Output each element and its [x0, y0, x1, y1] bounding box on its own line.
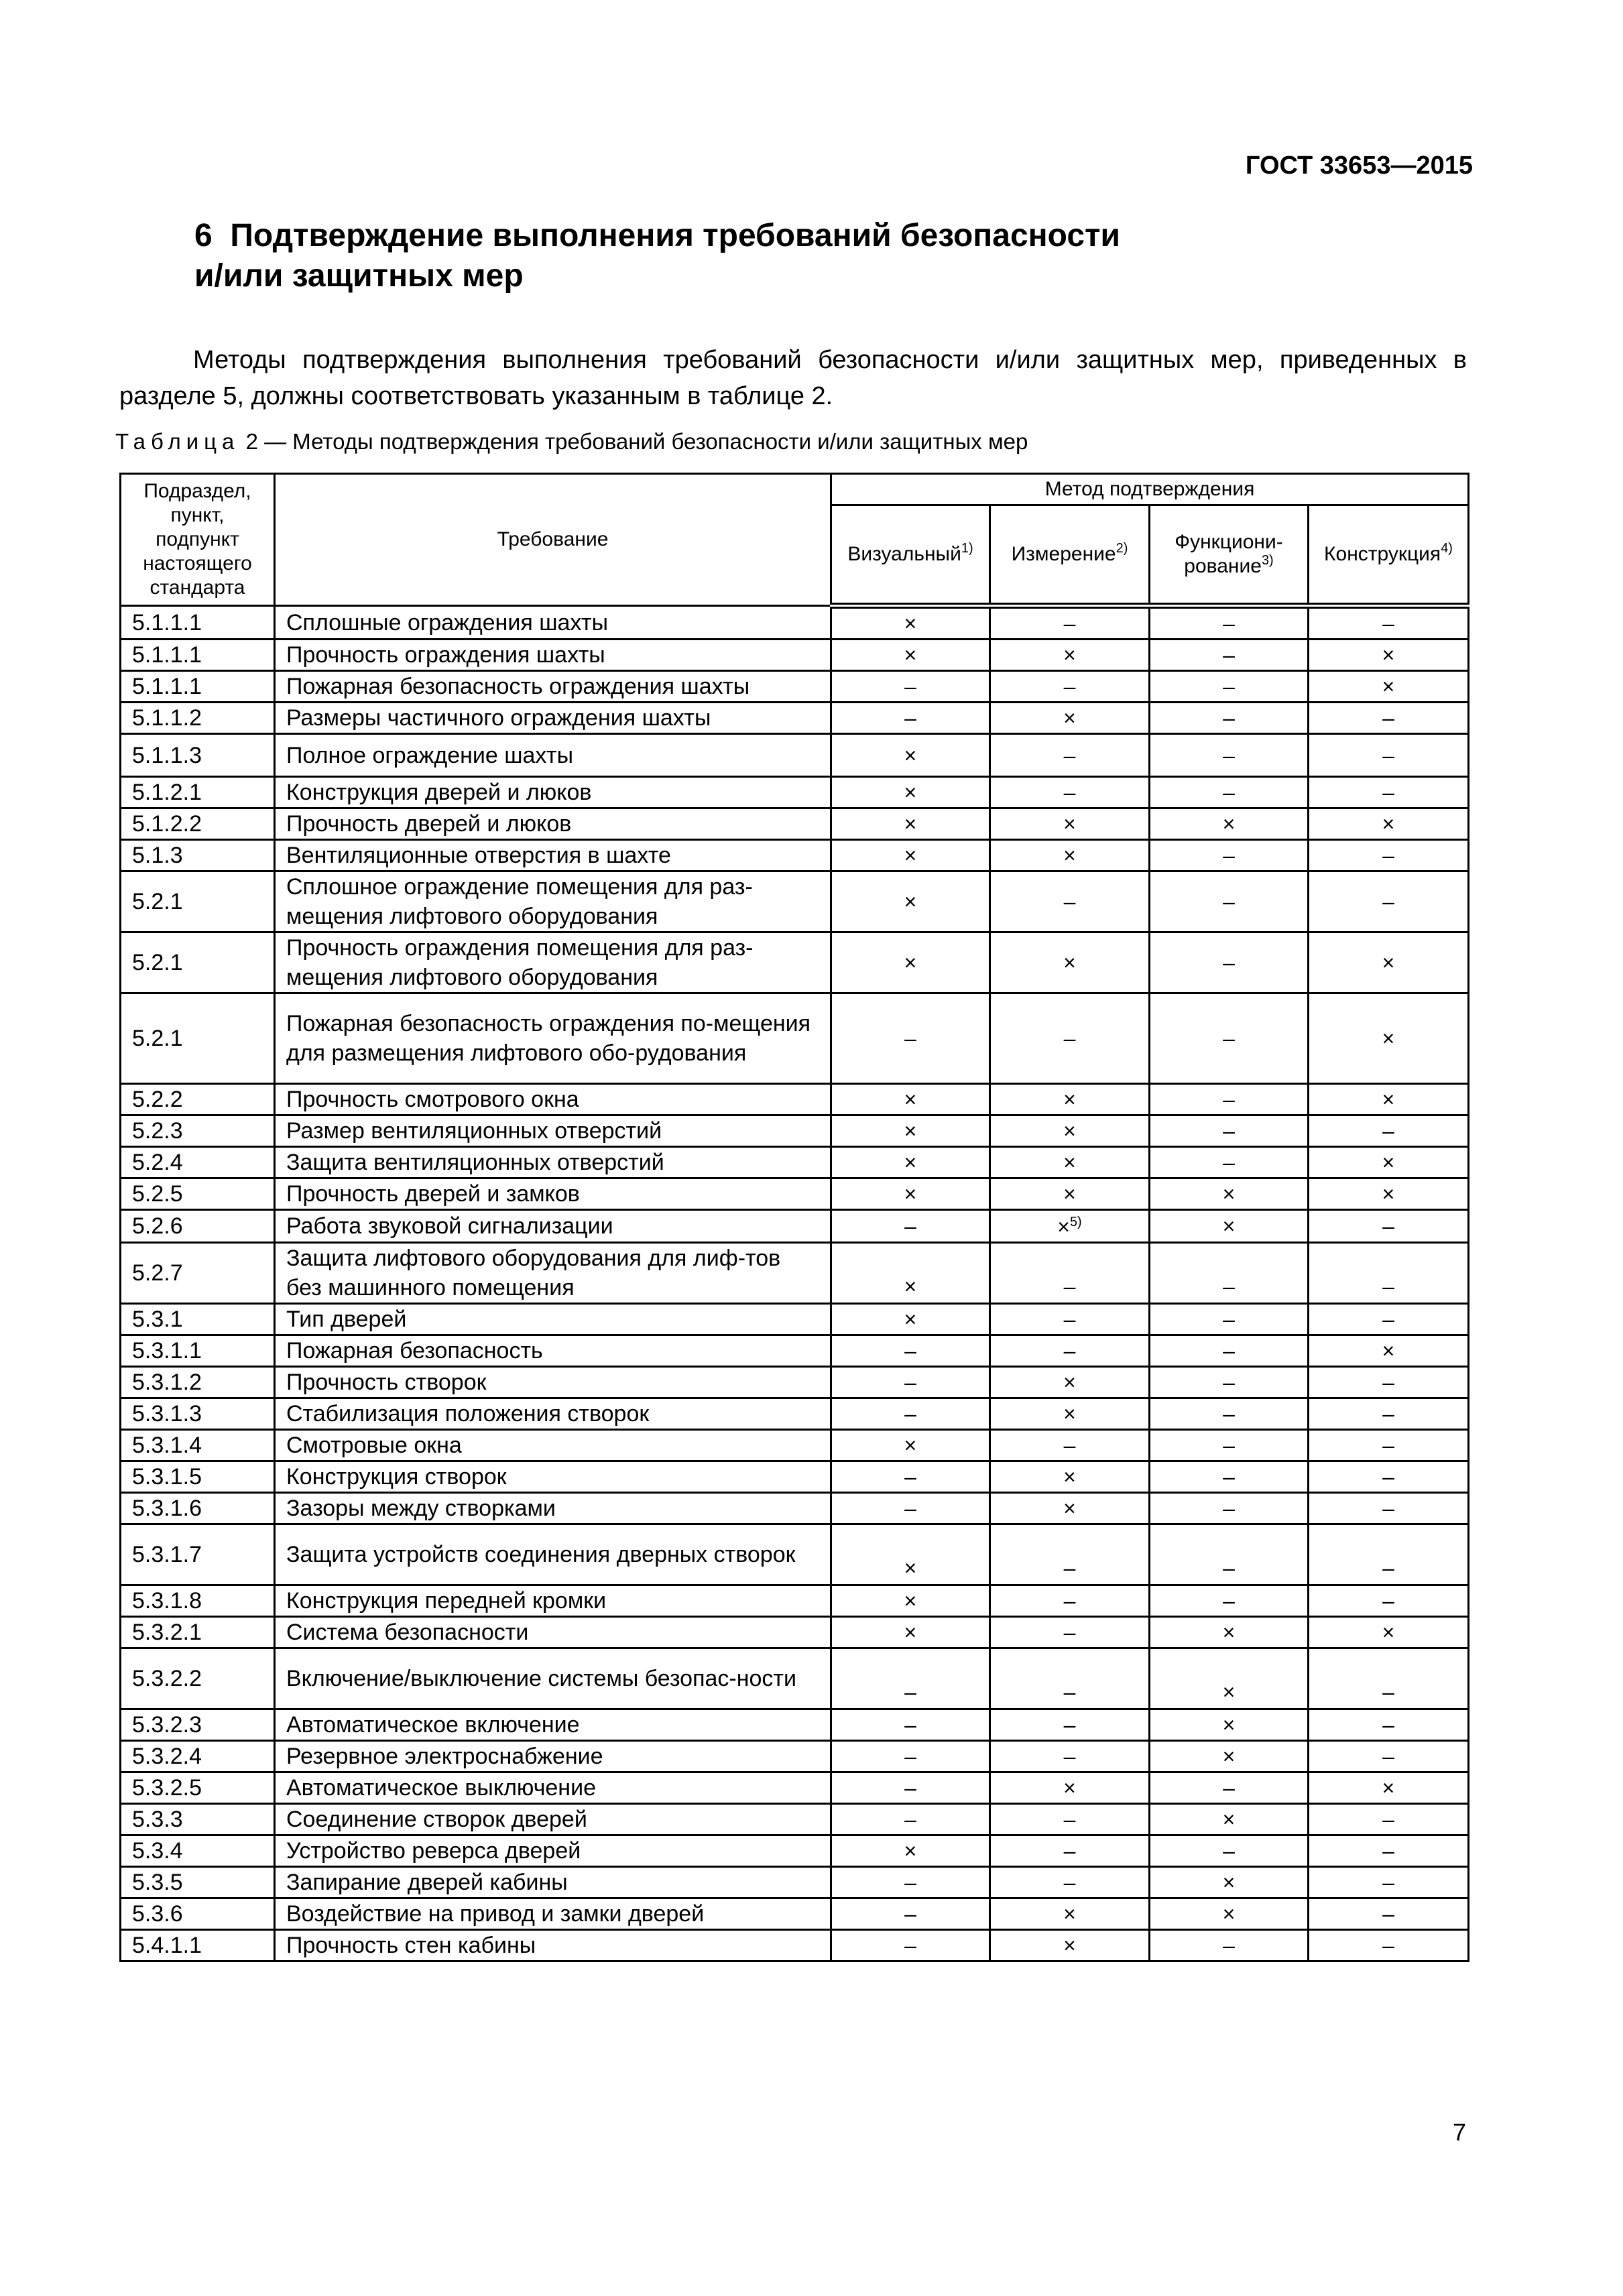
- row-code: 5.3.2.5: [121, 1772, 275, 1804]
- mark-visual: ×: [831, 1084, 990, 1115]
- mark-measure: ×: [990, 1398, 1150, 1430]
- row-requirement: Прочность дверей и замков: [275, 1179, 831, 1210]
- row-requirement: Прочность ограждения помещения для раз-мещения лифтового оборудования: [275, 932, 831, 993]
- row-code: 5.3.1.1: [121, 1335, 275, 1367]
- mark-measure: –: [990, 993, 1150, 1084]
- mark-measure: ×: [990, 1461, 1150, 1493]
- table-row: [121, 993, 1469, 1084]
- row-requirement: Защита устройств соединения дверных створок: [275, 1524, 831, 1585]
- mark-construction: –: [1309, 1930, 1469, 1961]
- mark-construction: –: [1309, 1493, 1469, 1524]
- mark-measure: –: [990, 777, 1150, 808]
- header-code: Подраздел, пункт, подпункт настоящего стандарта: [121, 474, 275, 606]
- mark-measure: –: [990, 1709, 1150, 1741]
- mark-construction: –: [1309, 1835, 1469, 1867]
- row-code: 5.3.2.4: [121, 1741, 275, 1772]
- mark-visual: –: [831, 1804, 990, 1835]
- mark-construction: ×: [1309, 993, 1469, 1084]
- table-row: [121, 1461, 1469, 1493]
- mark-construction: ×: [1309, 1772, 1469, 1804]
- mark-construction: –: [1309, 1585, 1469, 1617]
- mark-function: ×: [1150, 1648, 1309, 1709]
- table-row: [121, 1617, 1469, 1648]
- mark-visual: –: [831, 1741, 990, 1772]
- mark-construction: –: [1309, 1709, 1469, 1741]
- mark-measure: –: [990, 1648, 1150, 1709]
- row-code: 5.3.4: [121, 1835, 275, 1867]
- row-requirement: Стабилизация положения створок: [275, 1398, 831, 1430]
- mark-measure: –: [990, 734, 1150, 777]
- table-caption-text: — Методы подтверждения требований безопасности и/или защитных мер: [264, 429, 1028, 454]
- row-code: 5.3.5: [121, 1867, 275, 1898]
- row-code: 5.1.1.1: [121, 606, 275, 640]
- row-code: 5.3.3: [121, 1804, 275, 1835]
- row-code: 5.2.3: [121, 1115, 275, 1147]
- mark-construction: –: [1309, 1867, 1469, 1898]
- mark-function: ×: [1150, 1867, 1309, 1898]
- mark-construction: –: [1309, 1898, 1469, 1930]
- mark-construction: –: [1309, 703, 1469, 734]
- table-caption-label: Таблица: [115, 429, 240, 454]
- mark-visual: ×: [831, 734, 990, 777]
- page-number: 7: [1453, 2118, 1467, 2146]
- mark-function: –: [1150, 1772, 1309, 1804]
- mark-function: ×: [1150, 1709, 1309, 1741]
- row-code: 5.3.1.8: [121, 1585, 275, 1617]
- row-requirement: Конструкция створок: [275, 1461, 831, 1493]
- mark-visual: –: [831, 1930, 990, 1961]
- mark-measure: ×: [990, 1147, 1150, 1179]
- row-code: 5.2.1: [121, 932, 275, 993]
- row-requirement: Соединение створок дверей: [275, 1804, 831, 1835]
- mark-function: –: [1150, 840, 1309, 871]
- mark-function: –: [1150, 606, 1309, 640]
- table-row: [121, 1867, 1469, 1898]
- table-row: [121, 1367, 1469, 1398]
- row-requirement: Прочность створок: [275, 1367, 831, 1398]
- mark-function: –: [1150, 993, 1309, 1084]
- table-row: [121, 734, 1469, 777]
- mark-function: ×: [1150, 1179, 1309, 1210]
- row-requirement: Прочность смотрового окна: [275, 1084, 831, 1115]
- mark-measure: ×: [990, 932, 1150, 993]
- mark-visual: –: [831, 1709, 990, 1741]
- header-method-function: Функциони-рование$^{3)}$: [1150, 505, 1309, 606]
- row-requirement: Вентиляционные отверстия в шахте: [275, 840, 831, 871]
- mark-function: ×: [1150, 1210, 1309, 1243]
- mark-function: –: [1150, 777, 1309, 808]
- mark-measure: –: [990, 1304, 1150, 1335]
- mark-function: –: [1150, 1115, 1309, 1147]
- mark-measure: ×: [990, 1898, 1150, 1930]
- mark-visual: ×: [831, 1524, 990, 1585]
- table-row: [121, 1772, 1469, 1804]
- mark-function: ×: [1150, 1804, 1309, 1835]
- mark-visual: ×: [831, 1430, 990, 1461]
- mark-visual: ×: [831, 932, 990, 993]
- mark-function: –: [1150, 1493, 1309, 1524]
- mark-visual: ×: [831, 808, 990, 840]
- mark-measure: ×$^{5)}$: [990, 1210, 1150, 1243]
- mark-measure: ×: [990, 1930, 1150, 1961]
- mark-construction: –: [1309, 606, 1469, 640]
- row-code: 5.1.3: [121, 840, 275, 871]
- mark-visual: –: [831, 993, 990, 1084]
- row-code: 5.1.1.1: [121, 671, 275, 703]
- mark-function: –: [1150, 932, 1309, 993]
- row-requirement: Включение/выключение системы безопас-ности: [275, 1648, 831, 1709]
- mark-visual: –: [831, 1335, 990, 1367]
- mark-measure: –: [990, 1741, 1150, 1772]
- mark-function: –: [1150, 640, 1309, 671]
- table-row: [121, 1430, 1469, 1461]
- mark-measure: ×: [990, 808, 1150, 840]
- table-row: [121, 671, 1469, 703]
- row-code: 5.1.1.1: [121, 640, 275, 671]
- section-title-line2: и/или защитных мер: [194, 258, 524, 294]
- mark-construction: –: [1309, 1461, 1469, 1493]
- mark-measure: –: [990, 1243, 1150, 1304]
- row-requirement: Автоматическое включение: [275, 1709, 831, 1741]
- header-method-measure: Измерение$^{2)}$: [990, 505, 1150, 606]
- mark-visual: ×: [831, 1147, 990, 1179]
- row-requirement: Защита лифтового оборудования для лиф-тов без машинного помещения: [275, 1243, 831, 1304]
- mark-construction: –: [1309, 1430, 1469, 1461]
- mark-visual: –: [831, 1867, 990, 1898]
- row-requirement: Прочность дверей и люков: [275, 808, 831, 840]
- mark-function: –: [1150, 1930, 1309, 1961]
- row-requirement: Конструкция передней кромки: [275, 1585, 831, 1617]
- row-requirement: Защита вентиляционных отверстий: [275, 1147, 831, 1179]
- requirements-table: [119, 473, 1469, 1962]
- mark-construction: ×: [1309, 1617, 1469, 1648]
- table-row: [121, 1930, 1469, 1961]
- row-requirement: Смотровые окна: [275, 1430, 831, 1461]
- mark-function: –: [1150, 1084, 1309, 1115]
- mark-visual: –: [831, 1493, 990, 1524]
- mark-measure: –: [990, 1867, 1150, 1898]
- document-code: ГОСТ 33653—2015: [1245, 152, 1473, 180]
- header-method-visual: Визуальный$^{1)}$: [831, 505, 990, 606]
- table-row: [121, 840, 1469, 871]
- mark-visual: ×: [831, 1304, 990, 1335]
- table-row: [121, 1115, 1469, 1147]
- mark-visual: ×: [831, 640, 990, 671]
- row-requirement: Пожарная безопасность: [275, 1335, 831, 1367]
- row-code: 5.1.1.2: [121, 703, 275, 734]
- row-code: 5.2.7: [121, 1243, 275, 1304]
- row-requirement: Полное ограждение шахты: [275, 734, 831, 777]
- intro-paragraph: [119, 342, 1467, 414]
- section-number: 6: [194, 218, 213, 253]
- table-row: [121, 1304, 1469, 1335]
- mark-construction: ×: [1309, 808, 1469, 840]
- row-code: 5.3.1.2: [121, 1367, 275, 1398]
- mark-measure: –: [990, 1585, 1150, 1617]
- header-requirement: Требование: [275, 474, 831, 606]
- row-requirement: Конструкция дверей и люков: [275, 777, 831, 808]
- row-requirement: Сплошное ограждение помещения для раз-мещения лифтового оборудования: [275, 871, 831, 932]
- mark-measure: –: [990, 1430, 1150, 1461]
- table-row: [121, 777, 1469, 808]
- mark-function: –: [1150, 671, 1309, 703]
- row-requirement: Пожарная безопасность ограждения по-мещения для размещения лифтового обо-рудования: [275, 993, 831, 1084]
- table-body: [121, 606, 1469, 1961]
- row-code: 5.3.1.4: [121, 1430, 275, 1461]
- table-row: [121, 1493, 1469, 1524]
- mark-construction: –: [1309, 1648, 1469, 1709]
- mark-construction: –: [1309, 1367, 1469, 1398]
- row-requirement: Воздействие на привод и замки дверей: [275, 1898, 831, 1930]
- row-code: 5.3.2.2: [121, 1648, 275, 1709]
- mark-construction: ×: [1309, 671, 1469, 703]
- mark-visual: ×: [831, 871, 990, 932]
- mark-visual: ×: [831, 840, 990, 871]
- mark-construction: ×: [1309, 1147, 1469, 1179]
- table-row: [121, 1709, 1469, 1741]
- mark-measure: –: [990, 606, 1150, 640]
- mark-measure: ×: [990, 1115, 1150, 1147]
- mark-measure: –: [990, 1617, 1150, 1648]
- mark-measure: ×: [990, 1493, 1150, 1524]
- mark-visual: ×: [831, 1617, 990, 1648]
- row-code: 5.3.1.6: [121, 1493, 275, 1524]
- mark-function: –: [1150, 1243, 1309, 1304]
- table-row: [121, 932, 1469, 993]
- mark-visual: –: [831, 1398, 990, 1430]
- row-requirement: Работа звуковой сигнализации: [275, 1210, 831, 1243]
- row-code: 5.3.1.7: [121, 1524, 275, 1585]
- mark-construction: –: [1309, 777, 1469, 808]
- mark-function: –: [1150, 1835, 1309, 1867]
- mark-construction: ×: [1309, 1084, 1469, 1115]
- mark-function: –: [1150, 1430, 1309, 1461]
- table-caption: [115, 429, 1028, 455]
- table-row: [121, 703, 1469, 734]
- table-row: [121, 606, 1469, 640]
- mark-measure: ×: [990, 640, 1150, 671]
- section-heading: [194, 216, 1334, 296]
- mark-visual: –: [831, 1210, 990, 1243]
- mark-visual: ×: [831, 1243, 990, 1304]
- table-row: [121, 1804, 1469, 1835]
- mark-function: ×: [1150, 1741, 1309, 1772]
- mark-measure: ×: [990, 840, 1150, 871]
- row-requirement: Зазоры между створками: [275, 1493, 831, 1524]
- table-row: [121, 1335, 1469, 1367]
- mark-visual: –: [831, 703, 990, 734]
- mark-measure: ×: [990, 703, 1150, 734]
- table-row: [121, 1084, 1469, 1115]
- table-row: [121, 871, 1469, 932]
- mark-function: –: [1150, 1398, 1309, 1430]
- row-code: 5.3.2.3: [121, 1709, 275, 1741]
- mark-function: –: [1150, 703, 1309, 734]
- row-code: 5.2.4: [121, 1147, 275, 1179]
- row-requirement: Система безопасности: [275, 1617, 831, 1648]
- mark-measure: ×: [990, 1084, 1150, 1115]
- table-row: [121, 1179, 1469, 1210]
- mark-construction: –: [1309, 840, 1469, 871]
- row-code: 5.1.2.2: [121, 808, 275, 840]
- mark-function: –: [1150, 1335, 1309, 1367]
- row-requirement: Прочность стен кабины: [275, 1930, 831, 1961]
- row-requirement: Автоматическое выключение: [275, 1772, 831, 1804]
- table-row: [121, 808, 1469, 840]
- mark-construction: –: [1309, 1524, 1469, 1585]
- mark-measure: –: [990, 1335, 1150, 1367]
- row-code: 5.4.1.1: [121, 1930, 275, 1961]
- row-code: 5.3.6: [121, 1898, 275, 1930]
- mark-construction: –: [1309, 1741, 1469, 1772]
- table-row: [121, 1585, 1469, 1617]
- table-row: [121, 1398, 1469, 1430]
- header-method-group: Метод подтверждения: [831, 474, 1469, 505]
- mark-construction: –: [1309, 734, 1469, 777]
- row-code: 5.1.2.1: [121, 777, 275, 808]
- table-row: [121, 1741, 1469, 1772]
- row-requirement: Резервное электроснабжение: [275, 1741, 831, 1772]
- mark-construction: –: [1309, 1243, 1469, 1304]
- mark-measure: –: [990, 671, 1150, 703]
- mark-function: –: [1150, 1304, 1309, 1335]
- table-row: [121, 1648, 1469, 1709]
- mark-function: –: [1150, 734, 1309, 777]
- row-code: 5.2.1: [121, 993, 275, 1084]
- row-requirement: Пожарная безопасность ограждения шахты: [275, 671, 831, 703]
- mark-visual: ×: [831, 1179, 990, 1210]
- mark-construction: –: [1309, 1304, 1469, 1335]
- row-requirement: Тип дверей: [275, 1304, 831, 1335]
- mark-measure: ×: [990, 1367, 1150, 1398]
- section-title-line1: Подтверждение выполнения требований безопасности: [230, 218, 1121, 253]
- mark-visual: –: [831, 1772, 990, 1804]
- mark-visual: ×: [831, 1585, 990, 1617]
- table-row: [121, 1210, 1469, 1243]
- row-code: 5.1.1.3: [121, 734, 275, 777]
- mark-visual: ×: [831, 777, 990, 808]
- mark-function: –: [1150, 1461, 1309, 1493]
- mark-function: ×: [1150, 1898, 1309, 1930]
- mark-measure: ×: [990, 1179, 1150, 1210]
- mark-visual: –: [831, 1461, 990, 1493]
- row-code: 5.3.1.3: [121, 1398, 275, 1430]
- mark-measure: –: [990, 871, 1150, 932]
- mark-measure: –: [990, 1804, 1150, 1835]
- table-row: [121, 1898, 1469, 1930]
- row-code: 5.2.5: [121, 1179, 275, 1210]
- mark-measure: –: [990, 1835, 1150, 1867]
- mark-visual: ×: [831, 1115, 990, 1147]
- table-row: [121, 1524, 1469, 1585]
- table-caption-number: 2: [245, 429, 258, 454]
- intro-text: Методы подтверждения выполнения требований безопасности и/или защитных мер, приведенных в разделе 5, должны соответствовать указанным в таблице 2.: [119, 346, 1467, 410]
- mark-construction: ×: [1309, 1335, 1469, 1367]
- row-code: 5.2.2: [121, 1084, 275, 1115]
- row-requirement: Устройство реверса дверей: [275, 1835, 831, 1867]
- mark-measure: ×: [990, 1772, 1150, 1804]
- mark-visual: –: [831, 1648, 990, 1709]
- mark-visual: ×: [831, 1835, 990, 1867]
- mark-construction: ×: [1309, 932, 1469, 993]
- table-row: [121, 1147, 1469, 1179]
- row-code: 5.3.1.5: [121, 1461, 275, 1493]
- mark-construction: ×: [1309, 1179, 1469, 1210]
- row-code: 5.2.1: [121, 871, 275, 932]
- mark-function: –: [1150, 1367, 1309, 1398]
- mark-function: –: [1150, 871, 1309, 932]
- mark-construction: ×: [1309, 640, 1469, 671]
- header-method-construction: Конструкция$^{4)}$: [1309, 505, 1469, 606]
- row-requirement: Размер вентиляционных отверстий: [275, 1115, 831, 1147]
- mark-construction: –: [1309, 871, 1469, 932]
- mark-visual: –: [831, 671, 990, 703]
- table-row: [121, 1835, 1469, 1867]
- row-requirement: Прочность ограждения шахты: [275, 640, 831, 671]
- mark-visual: –: [831, 1898, 990, 1930]
- table-row: [121, 1243, 1469, 1304]
- mark-measure: –: [990, 1524, 1150, 1585]
- row-requirement: Сплошные ограждения шахты: [275, 606, 831, 640]
- mark-function: ×: [1150, 1617, 1309, 1648]
- row-code: 5.3.1: [121, 1304, 275, 1335]
- mark-function: –: [1150, 1524, 1309, 1585]
- row-requirement: Запирание дверей кабины: [275, 1867, 831, 1898]
- mark-construction: –: [1309, 1210, 1469, 1243]
- table-row: [121, 640, 1469, 671]
- mark-construction: –: [1309, 1804, 1469, 1835]
- mark-visual: ×: [831, 606, 990, 640]
- mark-construction: –: [1309, 1115, 1469, 1147]
- mark-visual: –: [831, 1367, 990, 1398]
- row-code: 5.3.2.1: [121, 1617, 275, 1648]
- row-code: 5.2.6: [121, 1210, 275, 1243]
- mark-function: –: [1150, 1585, 1309, 1617]
- row-requirement: Размеры частичного ограждения шахты: [275, 703, 831, 734]
- mark-function: ×: [1150, 808, 1309, 840]
- mark-function: –: [1150, 1147, 1309, 1179]
- mark-construction: –: [1309, 1398, 1469, 1430]
